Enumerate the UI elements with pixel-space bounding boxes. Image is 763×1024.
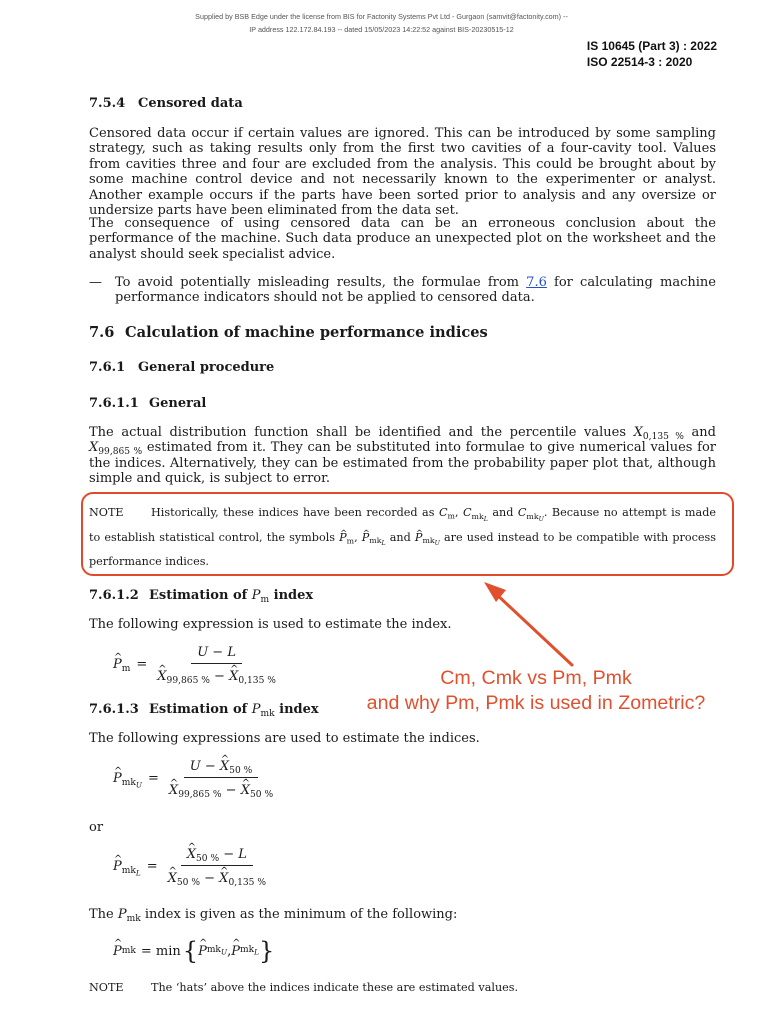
link-section-7-6[interactable]: 7.6 xyxy=(526,275,547,290)
equation-pm xyxy=(113,645,282,687)
symbol-x-hat: ^ X xyxy=(169,783,178,798)
arrow-shaft xyxy=(494,592,572,665)
section-number: 7.6.1.1 xyxy=(89,396,139,411)
section-title: General xyxy=(149,396,207,411)
text-segment: and xyxy=(385,530,415,544)
subscript: 0,135 % xyxy=(642,432,684,443)
heading-7-5-4 xyxy=(89,96,243,111)
text-segment: . Because no attempt is made to establish statistical control, the symbols xyxy=(89,506,716,544)
symbol-c: C xyxy=(462,506,472,519)
subscript: mk xyxy=(422,536,435,546)
subscript: mk xyxy=(526,511,539,521)
symbol-p: P xyxy=(251,702,261,717)
equals-sign: = xyxy=(148,771,159,786)
subscript: mk xyxy=(121,778,136,789)
paragraph-pm-intro: The following expression is used to estimate the index. xyxy=(89,617,452,632)
right-brace: } xyxy=(258,937,275,965)
annotation-line2: and why Pm, Pmk is used in Zometric? xyxy=(366,692,706,714)
comma: , xyxy=(227,943,232,959)
symbol-l: L xyxy=(238,847,247,862)
subscript: m xyxy=(121,664,131,675)
or-text: or xyxy=(89,820,104,835)
subscript: mk xyxy=(239,944,255,955)
standard-iso-number: ISO 22514-3 : 2020 xyxy=(586,54,693,69)
subscript-u: U xyxy=(220,947,228,957)
symbol-p-hat: ^ P xyxy=(198,944,207,959)
heading-7-6 xyxy=(89,324,488,341)
bullet-text-pre: To avoid potentially misleading results, the formulae from xyxy=(115,275,527,290)
text-segment: The actual distribution function shall be identified and the percentile values xyxy=(89,425,634,440)
subscript-l: L xyxy=(135,868,141,878)
section-title: Estimation of xyxy=(149,702,252,717)
heading-7-6-1 xyxy=(89,360,274,375)
eq-lhs xyxy=(113,657,131,675)
note-hats xyxy=(89,978,716,998)
section-number: 7.6.1.3 xyxy=(89,702,139,717)
minus-sign: − xyxy=(200,871,220,886)
denominator xyxy=(163,778,279,801)
symbol-x: X xyxy=(633,425,643,440)
paragraph-censored-data: Censored data occur if certain values are ignored. This can be introduced by some sampling strategy, such as taking results only from the first two cavities of a four-cavity tool. Values from cavities three and four are excluded from the analysis. This could be brought about by some machine control device and not necessarily known to the experimenter or analyst. Another example occurs if the parts have been sorted prior to analysis and any oversize or undersize parts have been eliminated from the data set. xyxy=(89,126,716,219)
symbol-p-hat: ^ P xyxy=(113,859,122,874)
symbol-p: P xyxy=(117,907,127,922)
highlight-box xyxy=(81,492,734,576)
symbol-p-hat: ^ P xyxy=(339,526,347,551)
minus-sign: − xyxy=(219,847,239,862)
section-title: General procedure xyxy=(138,360,275,375)
paragraph-consequence: The consequence of using censored data can be an erroneous conclusion about the performance of the machine. Such data produce an unexpected plot on the worksheet and the analyst should seek specialist advice. xyxy=(89,216,716,262)
text-segment: index is given as the minimum of the following: xyxy=(140,907,458,922)
minus-sign: − xyxy=(200,759,220,774)
symbol-c: C xyxy=(438,506,448,519)
text-segment: and xyxy=(487,506,518,519)
heading-7-6-1-2 xyxy=(89,588,314,606)
subscript: m xyxy=(346,536,355,546)
subscript-l: L xyxy=(381,540,386,548)
symbol-x-hat: ^ X xyxy=(187,847,196,862)
standard-is-number: IS 10645 (Part 3) : 2022 xyxy=(586,39,717,53)
section-number: 7.6.1.2 xyxy=(89,588,139,603)
text-segment: and xyxy=(683,425,716,440)
symbol-x-hat: ^ X xyxy=(229,669,238,684)
equation-pmk-u xyxy=(113,759,279,801)
subscript: mk xyxy=(369,536,382,546)
symbol-x-hat: ^ X xyxy=(241,783,250,798)
heading-7-6-1-3 xyxy=(89,702,319,720)
subscript: m xyxy=(447,511,455,521)
numerator-text: U − L xyxy=(197,645,236,660)
subscript: m xyxy=(260,595,270,606)
subscript-u: U xyxy=(538,515,544,523)
section-title-suffix: index xyxy=(269,588,314,603)
subscript-l: L xyxy=(254,947,259,957)
numerator xyxy=(191,645,242,664)
denominator xyxy=(162,866,272,889)
eq-lhs xyxy=(113,859,141,878)
equation-pmk-min: ^ P mk = min { ^ P $mk_U$ , ^ P $mk_L$ } xyxy=(113,937,274,965)
fraction xyxy=(151,645,282,687)
symbol-p-hat: ^ P xyxy=(113,657,122,672)
annotation-text xyxy=(340,666,732,716)
bullet-paragraph xyxy=(115,275,716,306)
subscript: 50 % xyxy=(195,854,220,865)
section-number: 7.6 xyxy=(89,324,115,341)
subscript-u: U xyxy=(434,540,440,548)
text-segment: estimated from it. They can be substituted into formulae to give numerical values for the indices. Alternatively, they can be estimated from the probability paper plot that, although simple and quick, is subject to error. xyxy=(89,440,716,487)
denominator xyxy=(151,664,282,687)
standard-number xyxy=(587,39,717,70)
subscript: mk xyxy=(206,944,221,955)
subscript: 50 % xyxy=(249,790,274,801)
symbol-p-hat: ^ P xyxy=(113,944,122,959)
symbol-x: X xyxy=(89,440,99,456)
note-text: The ‘hats’ above the indices indicate these are estimated values. xyxy=(151,981,519,994)
text-segment: , xyxy=(454,506,463,519)
paragraph-pmk-min xyxy=(89,907,716,925)
section-number: 7.6.1 xyxy=(89,360,126,375)
symbol-x-hat: ^ X xyxy=(220,759,229,774)
subscript: 99,865 % xyxy=(166,676,210,687)
fraction xyxy=(163,759,279,801)
equals-sign: = xyxy=(136,657,148,672)
subscript: 99,865 % xyxy=(178,790,222,801)
symbol-p-hat: ^ P xyxy=(415,526,423,551)
note-label: NOTE xyxy=(89,981,124,994)
section-title: Calculation of machine performance indices xyxy=(125,324,488,341)
subscript: mk xyxy=(260,709,275,720)
symbol-u: U xyxy=(189,759,201,774)
symbol-p-hat: ^ P xyxy=(362,526,370,551)
minus-sign: − xyxy=(209,669,230,684)
subscript: 50 % xyxy=(176,878,200,889)
symbol-p-hat: ^ P xyxy=(231,944,240,959)
symbol-p-hat: ^ P xyxy=(113,771,122,786)
left-brace: { xyxy=(182,937,199,965)
symbol-x-hat: ^ X xyxy=(168,871,177,886)
paragraph-general xyxy=(89,425,716,487)
annotation-arrow xyxy=(470,570,590,680)
symbol-p: P xyxy=(251,588,261,603)
section-number: 7.5.4 xyxy=(89,96,126,111)
subscript: 99,865 % xyxy=(98,447,143,458)
subscript-u: U xyxy=(135,780,143,790)
bullet-text-post: for calculating machine performance indicators should not be applied to censored data. xyxy=(115,275,717,306)
equals-sign: = xyxy=(146,859,158,874)
symbol-x-hat: ^ X xyxy=(157,669,166,684)
heading-7-6-1-1 xyxy=(89,396,206,411)
section-title: Censored data xyxy=(138,96,243,111)
text-segment: The xyxy=(89,907,118,922)
subscript: 50 % xyxy=(229,766,253,777)
bullet-dash: — xyxy=(89,275,102,290)
subscript: mk xyxy=(121,866,136,877)
section-title-suffix: index xyxy=(274,702,319,717)
paragraph-pmk-intro: The following expressions are used to estimate the indices. xyxy=(89,731,480,746)
subscript-l: L xyxy=(483,515,488,523)
symbol-x-hat: ^ X xyxy=(219,871,228,886)
numerator xyxy=(184,759,259,778)
subscript: 0,135 % xyxy=(238,676,276,687)
symbol-c: C xyxy=(517,506,527,519)
subscript: mk xyxy=(471,511,484,521)
text-segment: Historically, these indices have been recorded as xyxy=(151,506,439,519)
text-segment: are used instead to be compatible with process performance indices. xyxy=(89,530,716,568)
numerator xyxy=(181,847,253,866)
supply-notice-line2: IP address 122.172.84.193 -- dated 15/05/2023 14:22:52 against BIS-20230515-12 xyxy=(249,24,514,34)
section-title: Estimation of xyxy=(149,588,252,603)
subscript: mk xyxy=(126,914,141,925)
fraction xyxy=(162,847,272,889)
min-function: = min xyxy=(140,943,181,959)
supply-notice xyxy=(0,11,763,36)
text-segment: , xyxy=(354,530,362,544)
equation-pmk-l xyxy=(113,847,272,889)
annotation-line1: Cm, Cmk vs Pm, Pmk xyxy=(440,667,632,689)
eq-lhs xyxy=(113,771,143,790)
subscript: 0,135 % xyxy=(228,878,267,889)
supply-notice-line1: Supplied by BSB Edge under the license from BIS for Factonity Systems Pvt Ltd - Gurgaon (samvit@factonity.com) -- xyxy=(195,12,568,21)
note-label: NOTE xyxy=(89,506,124,519)
minus-sign: − xyxy=(221,783,241,798)
